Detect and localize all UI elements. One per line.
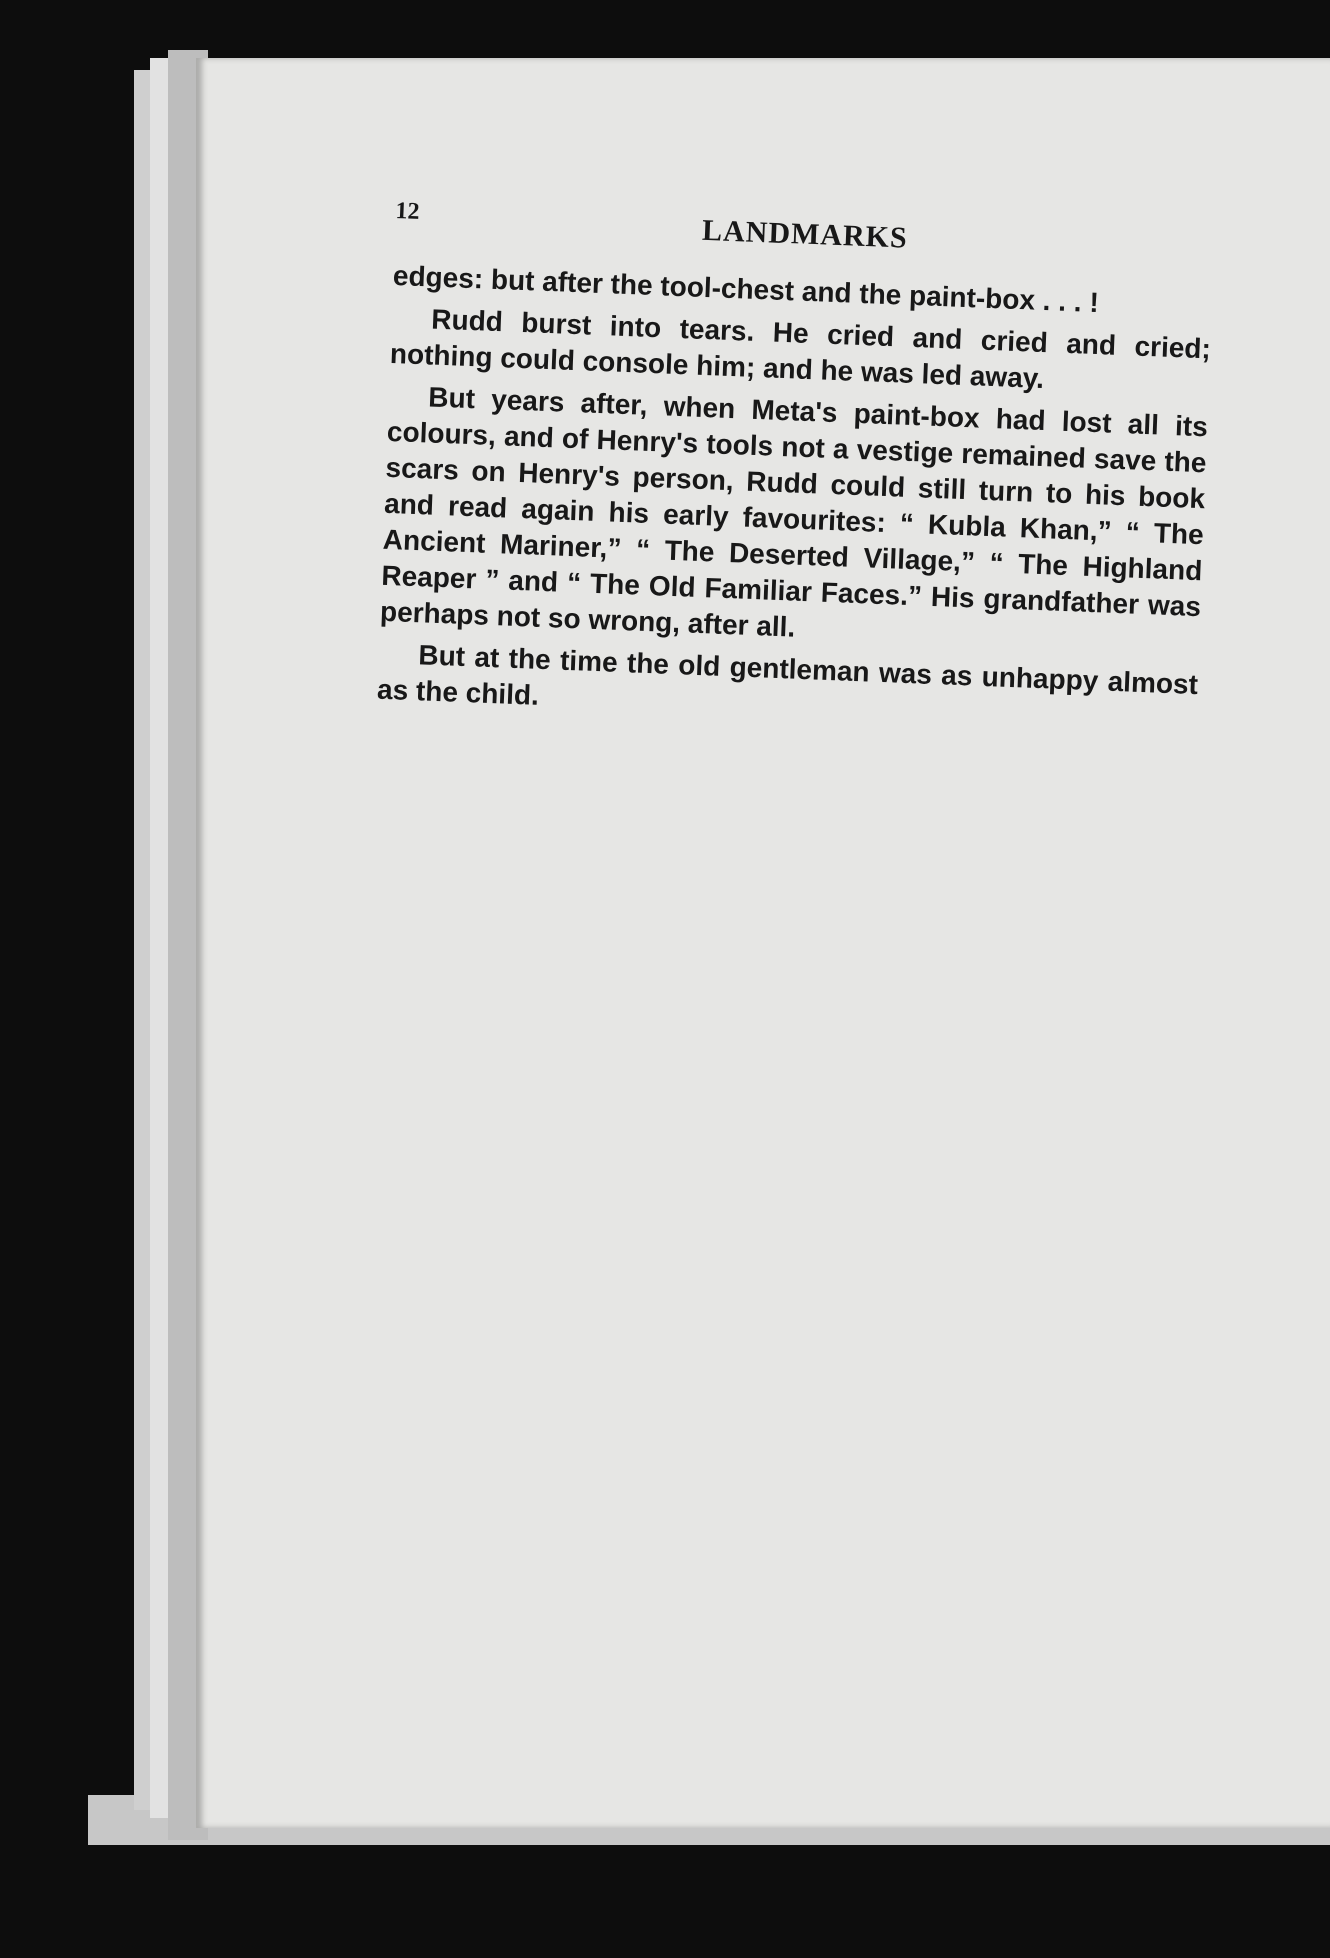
book-page [196,58,1330,1828]
page-content [376,198,1215,739]
paragraph: Rudd burst into tears. He cried and cried and cried; nothing could console him; and he was led away. [389,303,1212,394]
paragraph: But at the time the old gentleman was as unhappy almost as the child. [376,639,1199,711]
paragraph: edges: but after the tool-chest and the paint-box . . . ! [392,259,1100,319]
paragraph: But years after, when Meta's paint-box had lost all its colours, and of Henry's tools not a vestige remained save the scars on Henry's person, Rudd could still turn to his book and read again his early favourites: “ Kubla Khan,” “ The Ancient Mariner,” “ The Deserted Village,” “ The Highland Reaper ” and “ The Old Familiar Faces.” His grandfather was perhaps not so wrong, after all. [379,381,1209,643]
running-head: LANDMARKS [701,213,909,255]
page-number: 12 [395,198,420,225]
